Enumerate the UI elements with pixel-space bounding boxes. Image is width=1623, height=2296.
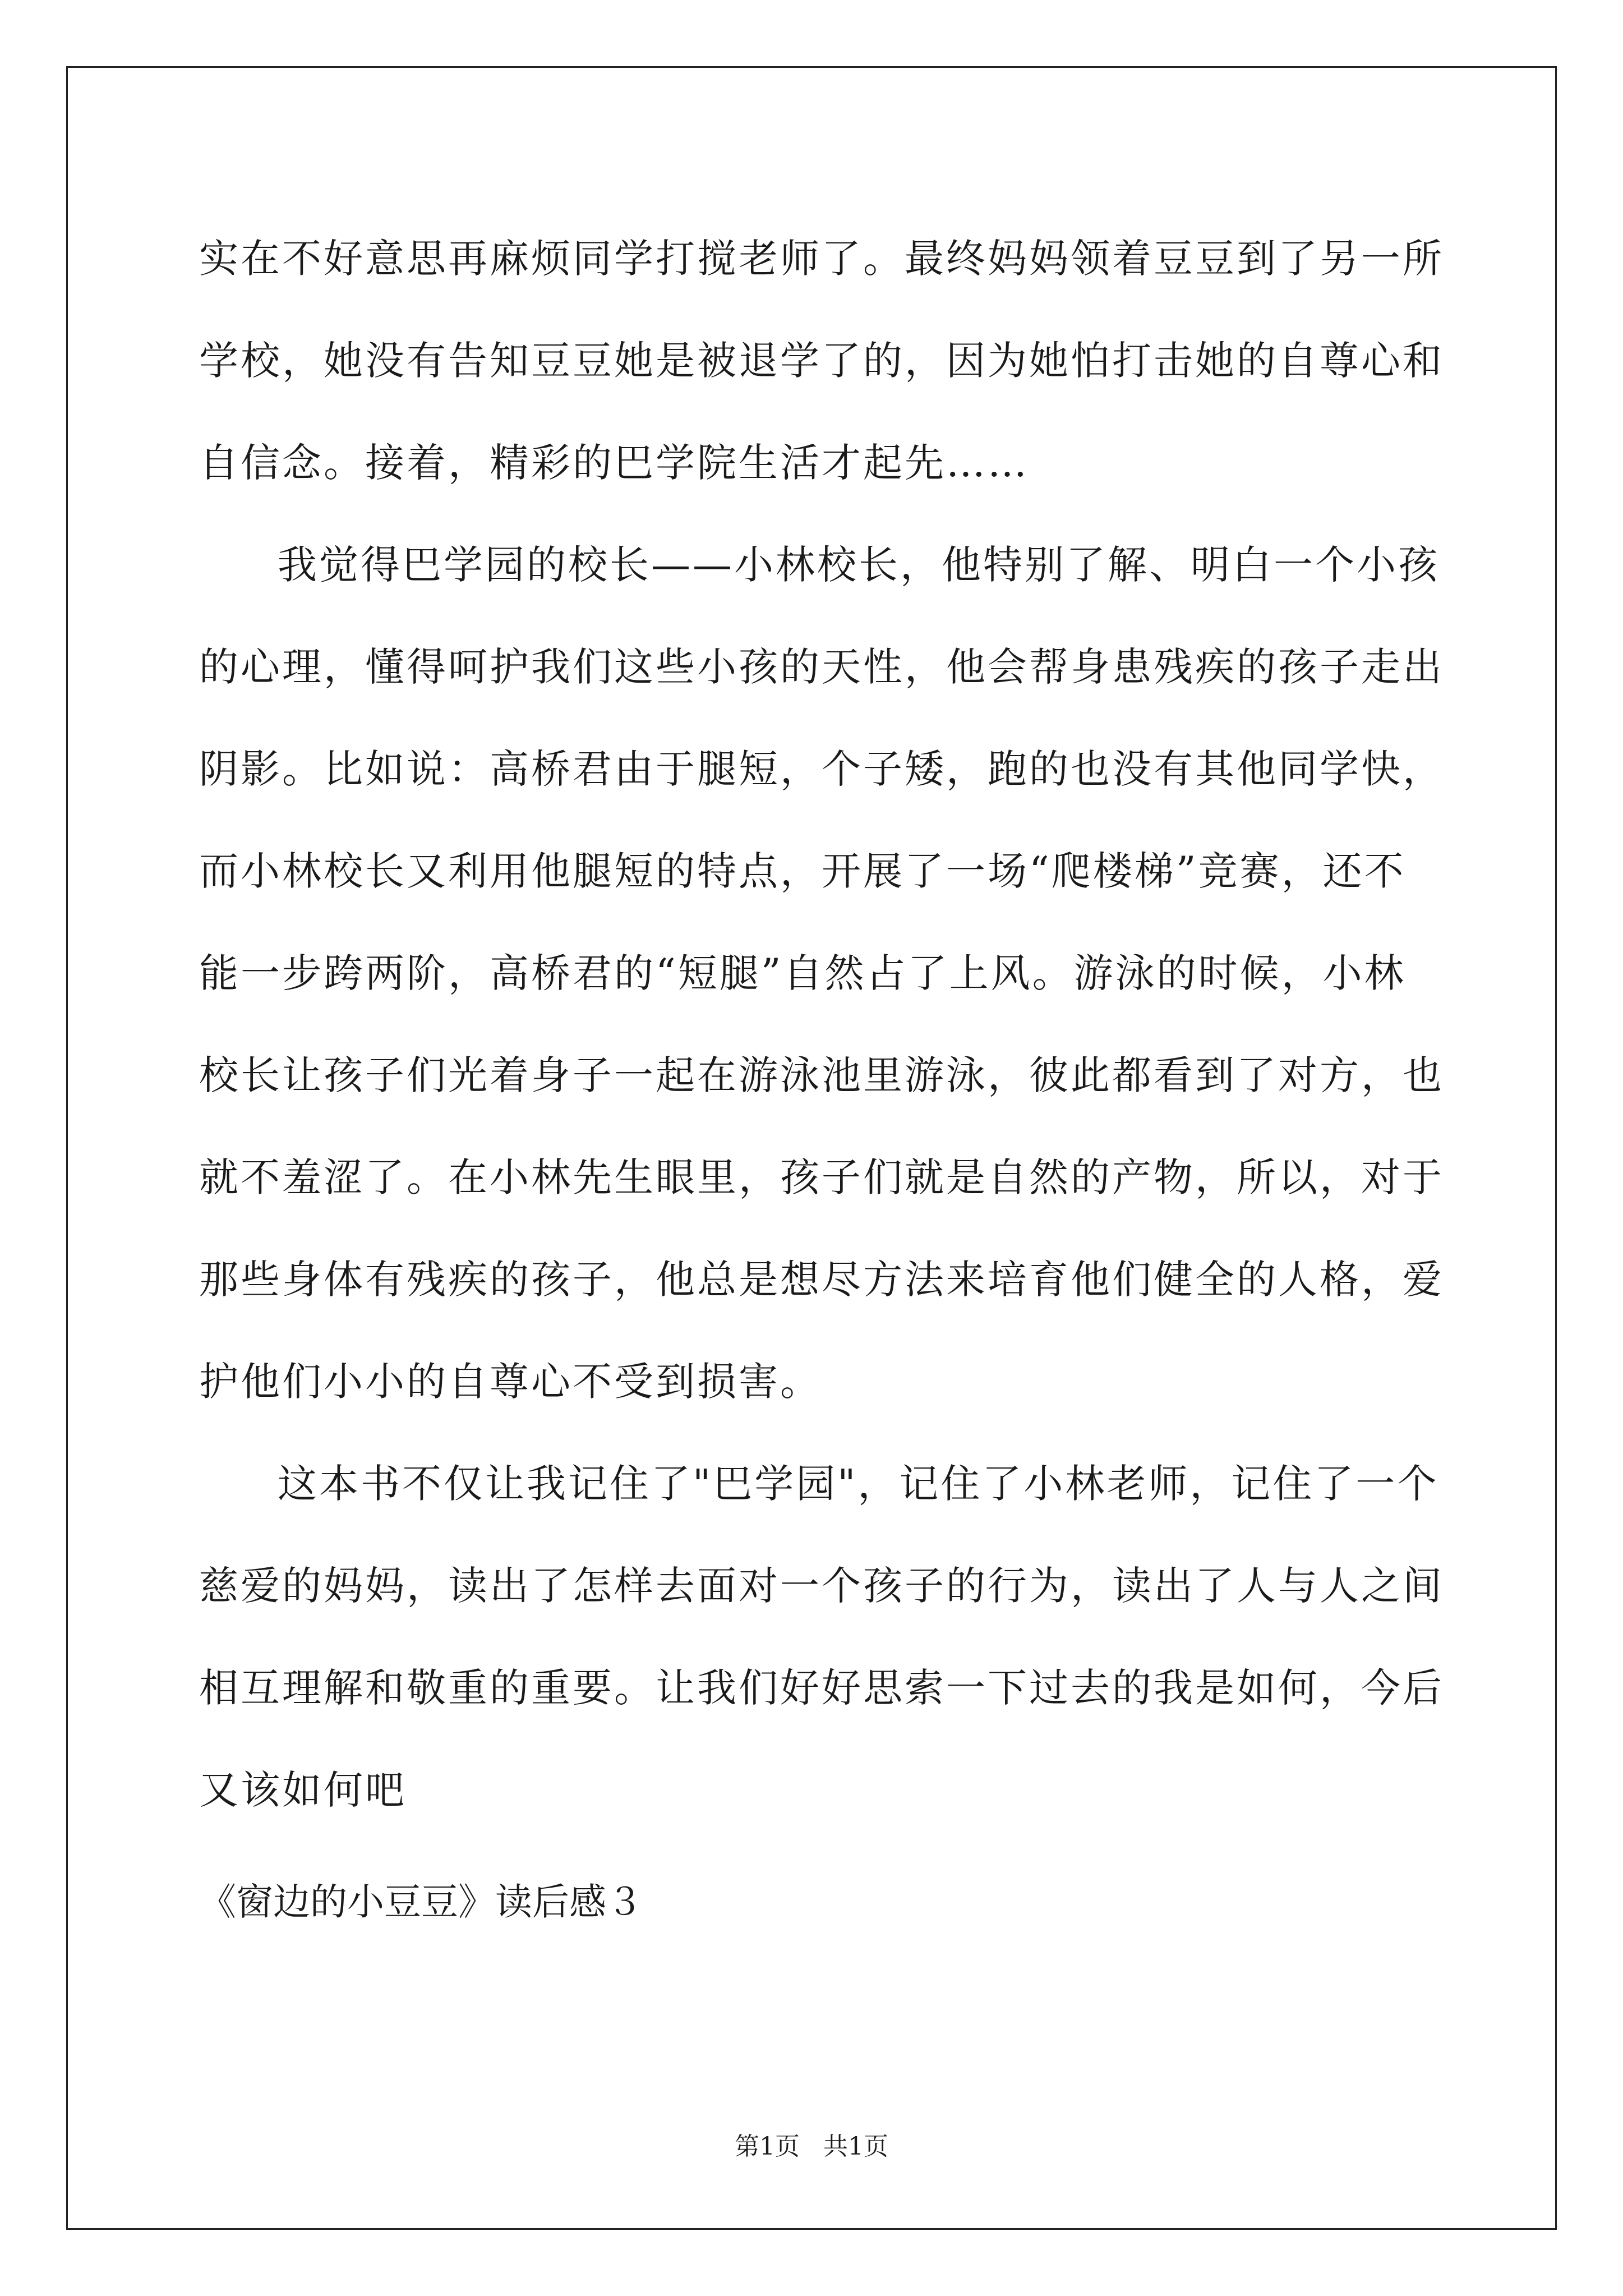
text-line: 阴影。比如说：高桥君由于腿短，个子矮，跑的也没有其他同学快， <box>199 746 1444 792</box>
text-line: 就不羞涩了。在小林先生眼里，孩子们就是自然的产物，所以，对于 <box>199 1154 1444 1200</box>
section-title: 《窗边的小豆豆》读后感３ <box>199 1880 643 1924</box>
page-footer: 第1页 共1页 <box>735 2132 888 2161</box>
text-line: 校长让孩子们光着身子一起在游泳池里游泳，彼此都看到了对方，也 <box>199 1052 1444 1098</box>
text-line: 我觉得巴学园的校长——小林校长，他特别了解、明白一个小孩 <box>278 542 1440 588</box>
paragraph <box>199 1433 1444 1841</box>
paragraph <box>199 208 1444 514</box>
text-line: 而小林校长又利用他腿短的特点，开展了一场“爬楼梯”竞赛，还不 <box>199 848 1406 894</box>
text-line: 这本书不仅让我记住了"巴学园"，记住了小林老师，记住了一个 <box>278 1461 1439 1507</box>
document-body <box>199 208 1444 1953</box>
paragraph <box>199 514 1444 1433</box>
text-line: 自信念。接着，精彩的巴学院生活才起先…… <box>199 440 1029 486</box>
text-line: 学校，她没有告知豆豆她是被退学了的，因为她怕打击她的自尊心和 <box>199 338 1444 384</box>
text-line: 实在不好意思再麻烦同学打搅老师了。最终妈妈领着豆豆到了另一所 <box>199 236 1444 282</box>
text-line: 又该如何吧 <box>199 1767 407 1813</box>
text-line: 护他们小小的自尊心不受到损害。 <box>199 1359 822 1405</box>
text-line: 能一步跨两阶，高桥君的“短腿”自然占了上风。游泳的时候，小林 <box>199 950 1406 996</box>
text-line: 那些身体有残疾的孩子，他总是想尽方法来培育他们健全的人格，爱 <box>199 1257 1444 1303</box>
text-line: 相互理解和敬重的重要。让我们好好思索一下过去的我是如何，今后 <box>199 1665 1444 1711</box>
text-line: 慈爱的妈妈，读出了怎样去面对一个孩子的行为，读出了人与人之间 <box>199 1563 1444 1609</box>
text-line: 的心理，懂得呵护我们这些小孩的天性，他会帮身患残疾的孩子走出 <box>199 644 1444 690</box>
